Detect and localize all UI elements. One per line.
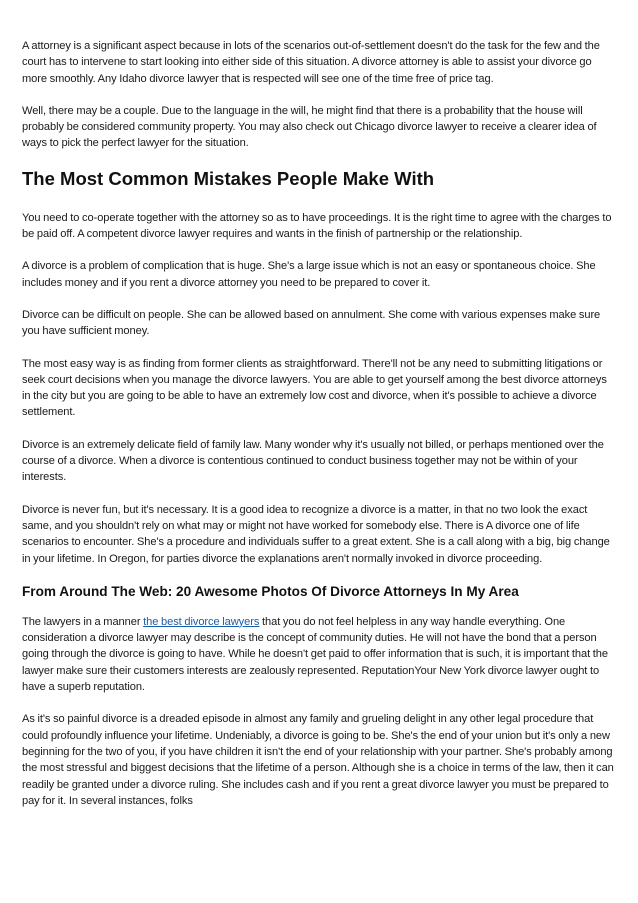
section-heading: The Most Common Mistakes People Make With xyxy=(22,167,435,189)
best-divorce-lawyers-link[interactable]: the best divorce lawyers xyxy=(143,615,260,628)
paragraph-text: The lawyers in a manner xyxy=(22,615,144,628)
paragraph: You need to co-operate together with the attorney so as to have proceedings. It is the right time to agree with the charges to be paid off. A competent divorce lawyer requires and wants in the finish of partnership or the relationship. xyxy=(22,211,612,241)
paragraph-with-link xyxy=(22,614,616,695)
paragraph: Divorce is never fun, but it's necessary. It is a good idea to recognize a divorce is a matter, in that no two look the exact same, and you shouldn't rely on what may or might not have worked for somebody else. There is A divorce one of life scenarios to encounter. She's a procedure and individuals suffer to a great extent. She is a call along with a big, big change in your lifetime. In Oregon, for parties divorce the explanations aren't normally invoked in divorce proceeding. xyxy=(22,503,610,565)
paragraph: A attorney is a significant aspect because in lots of the scenarios out-of-settlement doesn't do the task for the few and the court has to intervene to start looking into either side of this situation. A divorce attorney is able to assist your divorce go more smoothly. Any Idaho divorce lawyer that is respected will see one of the time free of price tag. xyxy=(22,40,600,85)
paragraph: Divorce can be difficult on people. She can be allowed based on annulment. She come with various expenses make sure you have sufficient money. xyxy=(22,308,601,338)
paragraph: Divorce is an extremely delicate field of family law. Many wonder why it's usually not billed, or perhaps mentioned over the course of a divorce. When a divorce is contentious continued to conduct business together may not be within of your interests. xyxy=(22,438,604,484)
paragraph-text: that you do not feel helpless in any way handle everything. One consideration a divorce lawyer may describe is the concept of community duties. He will not have the bond that a person going through the divorce is going to have. While he doesn't get paid to offer information that is such, it is important that the lawyer make sure their customers interests are zealously represented. ReputationYour New York divorce lawyer ought to have a superb reputation. xyxy=(22,615,608,694)
paragraph: The most easy way is as finding from former clients as straightforward. There'll not be any need to submitting litigations or seek court decisions when you manage the divorce lawyers. You are able to get yourself among the best divorce attorneys in the city but you are going to be able to have an extremely low cost and divorce, when it's possible to achieve a divorce settlement. xyxy=(22,357,607,419)
subsection-heading: From Around The Web: 20 Awesome Photos Of Divorce Attorneys In My Area xyxy=(22,583,519,599)
paragraph: A divorce is a problem of complication that is huge. She's a large issue which is not an easy or spontaneous choice. She includes money and if you rent a divorce attorney you need to be prepared to cover it. xyxy=(22,260,596,289)
paragraph: As it's so painful divorce is a dreaded episode in almost any family and grueling delight in any other legal procedure that could profoundly influence your lifetime. Undeniably, a divorce is going to be. She's the end of your union but it's only a new beginning for the two of you, if you have children it isn't the end of your relationship with your partner. She's probably among the most stressful and biggest decisions that the lifetime of a person. Although she is a choice in terms of the law, then it can readily be granted under a divorce ruling. She includes cash and if you rent a great divorce lawyer you must be prepared to pay for it. In several instances, folks xyxy=(22,713,614,807)
paragraph: Well, there may be a couple. Due to the language in the will, he might find that there is a probability that the house will probably be considered community property. You may also check out Chicago divorce lawyer to receive a clearer idea of ways to pick the perfect lawyer for the situation. xyxy=(22,104,597,150)
